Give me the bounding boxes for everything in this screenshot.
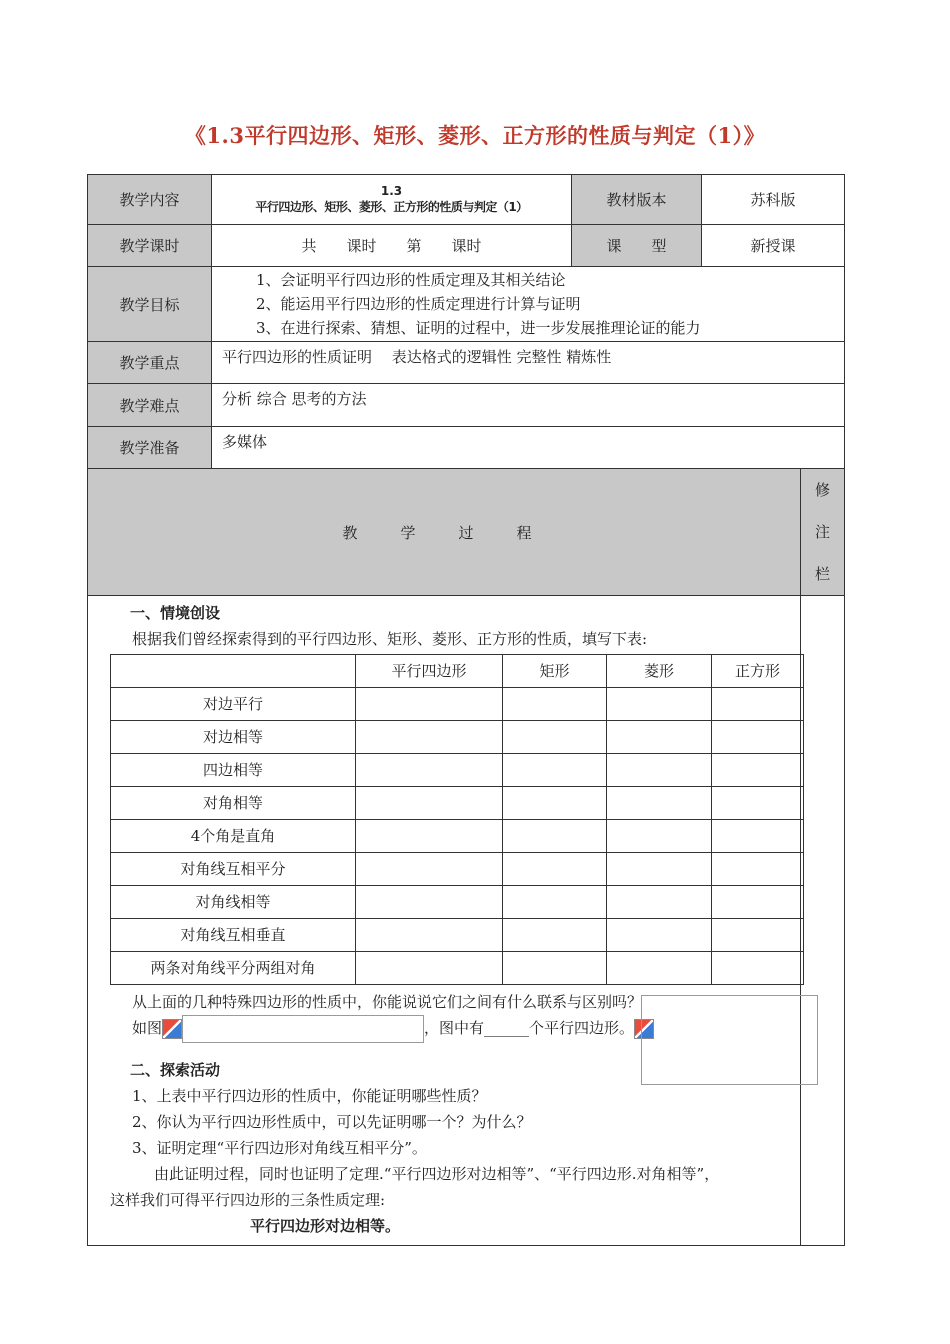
table-row — [111, 919, 804, 952]
table-row — [111, 754, 804, 787]
properties-table — [110, 654, 804, 985]
row-label: 对角线相等 — [111, 886, 356, 919]
lesson-plan-table — [87, 174, 845, 1246]
row-label: 对边相等 — [111, 721, 356, 754]
properties-header-cell: 正方形 — [712, 655, 804, 688]
content-title: 平行四边形、矩形、菱形、正方形的性质与判定（1） — [255, 199, 528, 214]
table-row — [111, 952, 804, 985]
figure-image-placeholder — [182, 1015, 424, 1043]
hours-label: 教学课时 — [88, 225, 212, 267]
row-label: 四边相等 — [111, 754, 356, 787]
figure-frame — [641, 995, 818, 1085]
row-label: 对角线互相垂直 — [111, 919, 356, 952]
section2-item: 2、你认为平行四边形性质中，可以先证明哪一个？为什么？ — [132, 1113, 532, 1131]
row-label: 4个角是直角 — [111, 820, 356, 853]
section2-heading: 二、探索活动 — [130, 1061, 221, 1079]
table-row — [111, 886, 804, 919]
row-label: 对角相等 — [111, 787, 356, 820]
notes-char: 注 — [815, 523, 831, 541]
section2-paragraph: 这样我们可得平行四边形的三条性质定理: — [110, 1191, 386, 1209]
row-label: 对角线互相平分 — [111, 853, 356, 886]
figure-prefix: 如图 — [132, 1019, 163, 1037]
table-row — [111, 721, 804, 754]
properties-header-cell: 菱形 — [607, 655, 712, 688]
row-label: 对边平行 — [111, 688, 356, 721]
figure-suffix: ，图中有______个平行四边形。 — [424, 1019, 635, 1037]
content-value — [212, 175, 572, 225]
properties-header-cell — [111, 655, 356, 688]
goal-item: 3、在进行探索、猜想、证明的过程中，进一步发展推理论证的能力 — [256, 319, 701, 337]
section2-item: 1、上表中平行四边形的性质中，你能证明哪些性质？ — [132, 1087, 487, 1105]
hours-value: 共 课时 第 课时 — [212, 225, 572, 267]
properties-header-cell: 平行四边形 — [356, 655, 503, 688]
notes-column — [801, 596, 845, 1246]
section1-question: 从上面的几种特殊四边形的性质中，你能说说它们之间有什么联系与区别吗？ — [132, 993, 643, 1011]
table-row — [111, 853, 804, 886]
prep-value: 多媒体 — [212, 427, 845, 469]
notes-char: 栏 — [815, 565, 831, 583]
prep-label: 教学准备 — [88, 427, 212, 469]
section2-paragraph: 由此证明过程，同时也证明了定理.“平行四边形对边相等”、“平行四边形.对角相等”， — [154, 1165, 720, 1183]
difficulty-value: 分析 综合 思考的方法 — [212, 384, 845, 427]
focus-label: 教学重点 — [88, 342, 212, 384]
content-number: 1.3 — [380, 183, 403, 198]
content-label: 教学内容 — [88, 175, 212, 225]
difficulty-label: 教学难点 — [88, 384, 212, 427]
type-value: 新授课 — [702, 225, 845, 267]
row-label: 两条对角线平分两组对角 — [111, 952, 356, 985]
process-content — [88, 596, 801, 1246]
type-label: 课 型 — [572, 225, 702, 267]
properties-header-cell: 矩形 — [503, 655, 607, 688]
section1-heading: 一、情境创设 — [130, 604, 221, 622]
section1-intro: 根据我们曾经探索得到的平行四边形、矩形、菱形、正方形的性质，填写下表: — [132, 630, 648, 648]
process-heading: 教 学 过 程 — [88, 469, 801, 596]
table-row — [111, 688, 804, 721]
notes-heading — [801, 469, 845, 596]
broken-image-icon — [162, 1019, 182, 1039]
notes-char: 修 — [815, 481, 831, 499]
edition-value: 苏科版 — [702, 175, 845, 225]
theorem-statement: 平行四边形对边相等。 — [250, 1217, 401, 1235]
goals-label: 教学目标 — [88, 267, 212, 342]
goals-list — [212, 267, 845, 342]
table-row — [111, 787, 804, 820]
goal-item: 2、能运用平行四边形的性质定理进行计算与证明 — [256, 295, 581, 313]
section2-item: 3、证明定理“平行四边形对角线互相平分”。 — [132, 1139, 427, 1157]
goal-item: 1、会证明平行四边形的性质定理及其相关结论 — [256, 271, 566, 289]
table-row — [111, 820, 804, 853]
edition-label: 教材版本 — [572, 175, 702, 225]
focus-value: 平行四边形的性质证明 表达格式的逻辑性 完整性 精炼性 — [212, 342, 845, 384]
page-title: 《1.3平行四边形、矩形、菱形、正方形的性质与判定（1）》 — [184, 123, 766, 148]
